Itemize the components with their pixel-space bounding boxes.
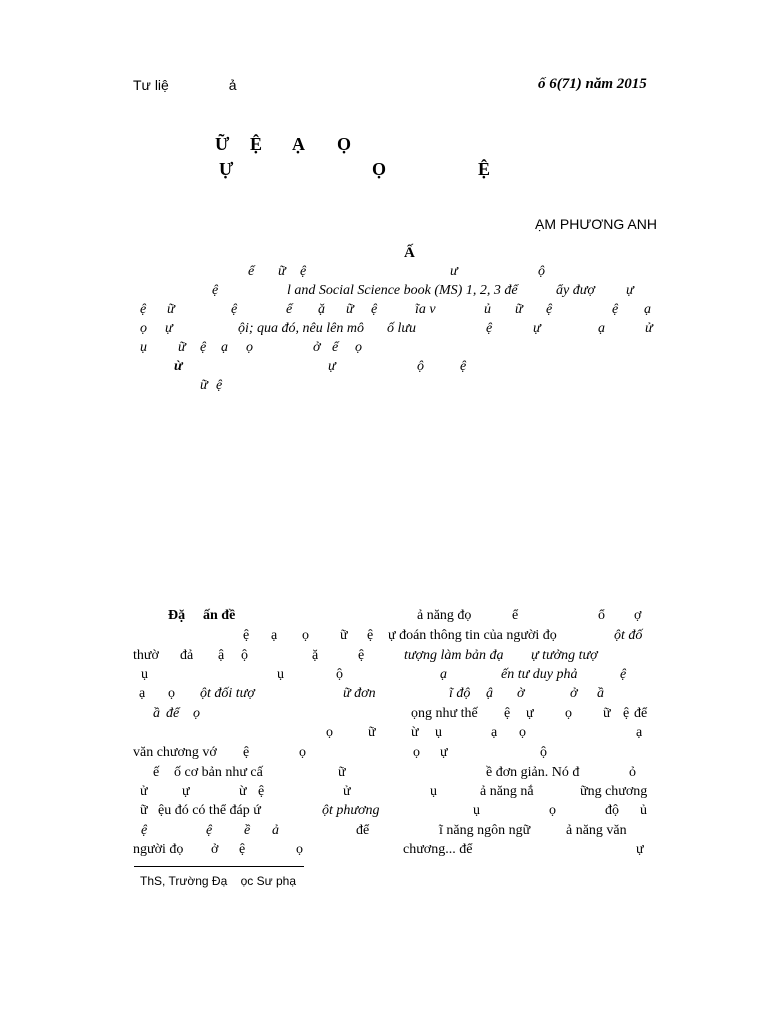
- abstract-l5-f5: ở: [313, 340, 321, 355]
- body-r10-f3: ụ: [473, 803, 480, 818]
- body-r0-f3: ợ: [634, 608, 642, 623]
- body-r7-f5: ộ: [540, 745, 547, 760]
- body-r11-f5: ĩ năng ngôn ngữ: [439, 823, 531, 838]
- section-heading-2: ấn đề: [203, 608, 236, 623]
- body-r4-f1: ọ: [168, 686, 175, 701]
- title-l2-a: Ự: [219, 159, 234, 179]
- body-r9-f7: ững chương: [580, 784, 648, 799]
- body-r12-f0: người đọ: [133, 842, 184, 857]
- keywords-l2-f0: ữ: [200, 378, 208, 393]
- abstract-l4-f0: ọ: [140, 321, 147, 336]
- title-l1-d: Ọ: [337, 134, 352, 154]
- abstract-l1-f2: ệ: [300, 264, 307, 279]
- body-r4-f6: ờ: [517, 686, 525, 701]
- section-heading: Đặ: [168, 608, 186, 623]
- abstract-l3-f4: ặ: [318, 302, 325, 317]
- body-r12-f1: ở: [211, 842, 219, 857]
- body-r5-f4: ệ: [504, 706, 511, 721]
- body-r1-f3: ữ: [340, 628, 348, 643]
- body-r3-f1: ụ: [277, 667, 284, 682]
- body-r11-f2: ề: [244, 823, 251, 838]
- body-r6-f6: ạ: [636, 725, 643, 740]
- body-r1-f6: ột đố: [614, 628, 643, 643]
- abstract-l5-f7: ọ: [355, 340, 362, 355]
- body-r8-f0: ế: [153, 765, 160, 780]
- body-r12-f5: ự: [636, 842, 644, 857]
- body-r7-f2: ọ: [299, 745, 306, 760]
- body-r9-f1: ự: [182, 784, 190, 799]
- abstract-l4-f3: ố lưu: [387, 321, 417, 336]
- body-r11-f6: ả năng văn: [566, 823, 627, 838]
- body-r2-f1: đả: [180, 648, 194, 663]
- abstract-l4-f6: ạ: [598, 321, 605, 336]
- body-r10-f5: độ: [605, 803, 619, 818]
- abstract-l5-f2: ệ: [200, 340, 207, 355]
- footnote-rule: [134, 866, 304, 867]
- abstract-l5-f0: ụ: [140, 340, 147, 355]
- running-header-issue: ố 6(71) năm 2015: [538, 76, 647, 92]
- running-header-left-b: ả: [228, 77, 237, 93]
- body-r4-f0: ạ: [139, 686, 146, 701]
- body-r5-f8: ệ: [623, 706, 630, 721]
- body-r2-f7: ự tưởng tượ: [531, 648, 598, 663]
- body-r4-f2: ột đối tượ: [200, 686, 255, 701]
- running-header-left-a: Tư liệ: [133, 77, 169, 93]
- abstract-l1-f3: ư: [450, 264, 458, 279]
- body-r9-f5: ụ: [430, 784, 437, 799]
- abstract-l5-f1: ữ: [178, 340, 186, 355]
- body-r3-f3: ạ: [440, 667, 447, 682]
- abstract-l3-f6: ệ: [371, 302, 378, 317]
- body-r1-f1: ạ: [271, 628, 278, 643]
- body-r4-f7: ở: [570, 686, 578, 701]
- body-r12-f3: ọ: [296, 842, 303, 857]
- body-r3-f0: ụ: [141, 667, 148, 682]
- body-r11-f4: để: [356, 823, 370, 838]
- abstract-l4-f7: ử: [645, 321, 653, 336]
- body-r1-f4: ệ: [367, 628, 374, 643]
- body-r4-f5: ậ: [486, 686, 493, 701]
- body-r12-f4: chương... để: [403, 842, 473, 857]
- body-r2-f4: ặ: [312, 648, 319, 663]
- abstract-l4-f4: ệ: [486, 321, 493, 336]
- body-r6-f0: ọ: [326, 725, 333, 740]
- abstract-l3-f0: ệ: [140, 302, 147, 317]
- body-r4-f4: ĩ độ: [449, 686, 471, 701]
- title-l1-c: Ạ: [292, 134, 305, 154]
- body-r10-f2: ột phương: [322, 803, 380, 818]
- keywords-l2-f1: ệ: [216, 378, 223, 393]
- body-r9-f6: ả năng nắ: [480, 784, 534, 799]
- body-r5-f9: để: [634, 706, 648, 721]
- abstract-l5-f6: ể: [332, 340, 339, 355]
- body-r6-f5: ọ: [519, 725, 526, 740]
- body-r7-f3: ọ: [413, 745, 420, 760]
- abstract-heading: Ấ: [404, 245, 415, 261]
- title-l1-b: Ệ: [250, 134, 263, 154]
- abstract-l3-f10: ệ: [546, 302, 553, 317]
- abstract-l5-f3: ạ: [221, 340, 228, 355]
- body-r1-f2: ọ: [302, 628, 309, 643]
- abstract-l1-f1: ữ: [278, 264, 286, 279]
- body-r9-f3: ệ: [258, 784, 265, 799]
- footnote-text: ThS, Trường Đạ ọc Sư phạ: [140, 874, 296, 888]
- abstract-l3-f12: ạ: [644, 302, 651, 317]
- abstract-l2-f1: l and Social Science book (MS) 1, 2, 3 để: [287, 283, 518, 298]
- abstract-l4-f5: ự: [533, 321, 541, 336]
- body-r3-f2: ộ: [336, 667, 343, 682]
- abstract-l3-f2: ệ: [231, 302, 238, 317]
- body-r0-f1: ể: [512, 608, 519, 623]
- body-r3-f5: ệ: [620, 667, 627, 682]
- body-r4-f8: ầ: [597, 686, 604, 701]
- abstract-l5-f4: ọ: [246, 340, 253, 355]
- body-r3-f4: ến tư duy phả: [501, 667, 578, 682]
- keywords-l1-f1: ự: [328, 359, 336, 374]
- keywords-l1-f2: ộ: [417, 359, 424, 374]
- body-r6-f3: ụ: [435, 725, 442, 740]
- abstract-l3-f3: ể: [286, 302, 293, 317]
- body-r2-f5: ệ: [358, 648, 365, 663]
- body-r2-f2: ậ: [218, 648, 225, 663]
- body-r9-f0: ử: [140, 784, 148, 799]
- title-l2-b: Ọ: [372, 159, 387, 179]
- body-r6-f1: ữ: [368, 725, 376, 740]
- body-r10-f0: ữ: [140, 803, 148, 818]
- body-r4-f3: ữ đơn: [343, 686, 376, 701]
- abstract-l3-f11: ệ: [612, 302, 619, 317]
- body-r2-f6: tượng làm bản đạ: [404, 648, 504, 663]
- body-r6-f4: ạ: [491, 725, 498, 740]
- abstract-l2-f3: ự: [626, 283, 634, 298]
- body-r8-f4: ỏ: [629, 765, 636, 780]
- body-r2-f3: ộ: [241, 648, 248, 663]
- body-r0-f0: ả năng đọ: [417, 608, 472, 623]
- abstract-l3-f1: ữ: [167, 302, 175, 317]
- keywords-label: ừ: [174, 359, 183, 374]
- abstract-l3-f8: ủ: [484, 302, 491, 317]
- body-r7-f1: ệ: [243, 745, 250, 760]
- body-r8-f3: ề đơn giản. Nó đ: [486, 765, 580, 780]
- body-r6-f2: ừ: [411, 725, 419, 740]
- body-r5-f0: ầ: [153, 706, 160, 721]
- body-r10-f4: ọ: [549, 803, 556, 818]
- body-r12-f2: ệ: [239, 842, 246, 857]
- abstract-l4-f2: ội; qua đó, nêu lên mô: [238, 321, 364, 336]
- body-r2-f0: thườ: [133, 648, 159, 663]
- author-name: ẠM PHƯƠNG ANH: [535, 216, 657, 232]
- body-r5-f1: để: [166, 706, 180, 721]
- body-r0-f2: ổ: [598, 608, 605, 623]
- body-r8-f1: ố cơ bản như cấ: [174, 765, 263, 780]
- abstract-l3-f7: ĩa v: [415, 302, 436, 317]
- body-r7-f0: văn chương vớ: [133, 745, 217, 760]
- body-r11-f1: ệ: [206, 823, 213, 838]
- title-l2-c: Ệ: [478, 159, 491, 179]
- body-r5-f5: ự: [526, 706, 534, 721]
- title-l1-a: Ữ: [215, 134, 230, 154]
- body-r1-f5: ự đoán thông tin của người đọ: [388, 628, 557, 643]
- abstract-l3-f5: ữ: [346, 302, 354, 317]
- body-r5-f7: ữ: [603, 706, 611, 721]
- abstract-l2-f0: ệ: [212, 283, 219, 298]
- body-r11-f0: ệ: [141, 823, 148, 838]
- body-r5-f6: ọ: [565, 706, 572, 721]
- abstract-l2-f2: ẩy đượ: [556, 283, 595, 298]
- body-r10-f1: ệu đó có thể đáp ứ: [158, 803, 261, 818]
- abstract-l1-f4: ộ: [538, 264, 545, 279]
- body-r5-f2: ọ: [193, 706, 200, 721]
- body-r7-f4: ự: [440, 745, 448, 760]
- keywords-l1-f3: ệ: [460, 359, 467, 374]
- running-header-left: [133, 77, 237, 93]
- body-r1-f0: ệ: [243, 628, 250, 643]
- body-r5-f3: ọng như thế: [411, 706, 478, 721]
- body-r8-f2: ữ: [338, 765, 346, 780]
- abstract-l1-f0: ể: [248, 264, 255, 279]
- abstract-l3-f9: ữ: [515, 302, 523, 317]
- body-r9-f2: ừ: [239, 784, 247, 799]
- abstract-l4-f1: ự: [165, 321, 173, 336]
- body-r11-f3: ả: [272, 823, 279, 838]
- body-r10-f6: ủ: [640, 803, 647, 818]
- body-r9-f4: ử: [343, 784, 351, 799]
